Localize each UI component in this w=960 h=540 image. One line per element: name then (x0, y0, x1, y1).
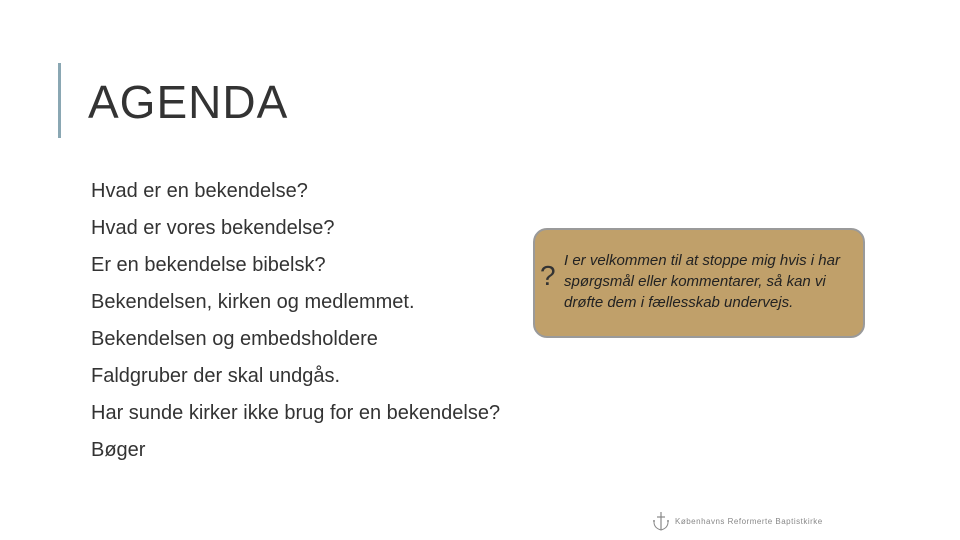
church-logo (651, 510, 823, 532)
agenda-item: Er en bekendelse bibelsk? (91, 254, 326, 276)
agenda-item: Bekendelsen, kirken og medlemmet. (91, 291, 415, 313)
agenda-item: Hvad er vores bekendelse? (91, 217, 335, 239)
logo-emblem-icon (651, 510, 671, 532)
callout-text: I er velkommen til at stoppe mig hvis i har spørgsmål eller kommentarer, så kan vi drøfte dem i fællesskab undervejs. (564, 252, 840, 311)
title-accent-bar (58, 63, 61, 138)
question-mark-icon: ? (540, 260, 556, 291)
question-callout (533, 228, 865, 338)
logo-text: Københavns Reformerte Baptistkirke (675, 516, 823, 526)
agenda-item: Har sunde kirker ikke brug for en bekendelse? (91, 402, 501, 424)
slide-title: AGENDA (88, 76, 289, 128)
agenda-item: Bekendelsen og embedsholdere (91, 328, 378, 350)
agenda-item: Bøger (91, 439, 146, 461)
agenda-list (91, 176, 500, 472)
agenda-item: Faldgruber der skal undgås. (91, 365, 341, 387)
agenda-item: Hvad er en bekendelse? (91, 180, 308, 202)
